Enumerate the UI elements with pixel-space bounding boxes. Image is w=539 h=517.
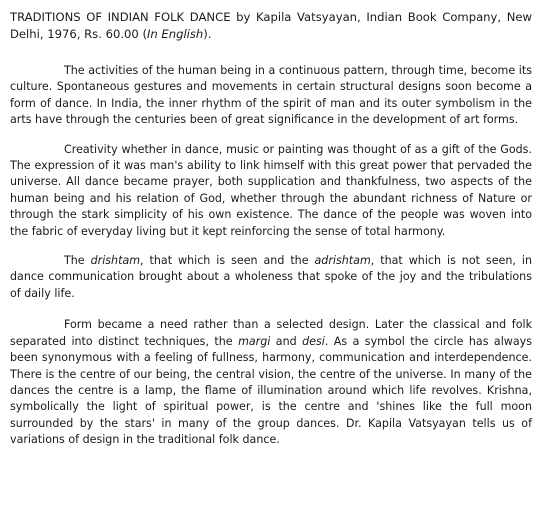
paragraph-text: and bbox=[270, 334, 303, 348]
paragraph-text: The bbox=[64, 254, 91, 268]
term-desi: desi bbox=[302, 334, 325, 348]
review-paragraph-3 bbox=[10, 253, 532, 302]
book-citation bbox=[10, 9, 532, 43]
book-review-page bbox=[10, 9, 532, 463]
term-adrishtam: adrishtam bbox=[314, 254, 371, 268]
paragraph-text: . As a symbol the circle has always been synonymous with a feeling of fullness, harmony, communication and interdependence. There is the centre of our being, the central vision, the centre of the universe. In many of the dances the centre is a lamp, the flame of illumination around which life revolves. Krishna, symbolically the light of spiritual power, is the centre and 'shines like the full moon surrounded by the stars' in many of the group dances. Dr. Kapila Vatsyayan tells us of variations of design in the traditional folk dance. bbox=[10, 334, 532, 447]
book-publication-details: by Kapila Vatsyayan, Indian Book Company, New Delhi, 1976, Rs. 60.00 ( bbox=[10, 10, 532, 41]
book-title: TRADITIONS OF INDIAN FOLK DANCE bbox=[10, 10, 231, 24]
term-drishtam: drishtam bbox=[90, 254, 141, 268]
review-paragraph-4 bbox=[10, 317, 532, 448]
review-paragraph-1: The activities of the human being in a continuous pattern, through time, become its culture. Spontaneous gestures and movements in certain structural designs soon become a form of dance. In India, the inner rhythm of the spirit of man and its outer symbolism in the arts have through the centuries been of great significance in the development of art forms. bbox=[10, 64, 532, 127]
paragraph-text: , that which is seen and the bbox=[140, 254, 315, 268]
citation-closing: ). bbox=[203, 27, 212, 41]
review-paragraph-2: Creativity whether in dance, music or painting was thought of as a gift of the Gods. The expression of it was man's ability to link himself with this great power that pervaded the universe. All dance became prayer, both supplication and thankfulness, two aspects of the human being and his relation of God, whether through the abundant richness of Nature or through the stark simplicity of his own existence. The dance of the people was woven into the fabric of everyday living but it kept reinforcing the sense of total harmony. bbox=[10, 142, 532, 238]
paragraph-text: Form became a need rather than a selected design. Later the classical and folk separated into distinct techniques, the bbox=[10, 318, 532, 348]
term-margi: margi bbox=[238, 334, 271, 348]
paragraph-text: , that which is not seen, in dance communication brought about a wholeness that spoke of the joy and the tribulations of daily life. bbox=[10, 254, 532, 300]
book-language: In English bbox=[146, 27, 204, 41]
